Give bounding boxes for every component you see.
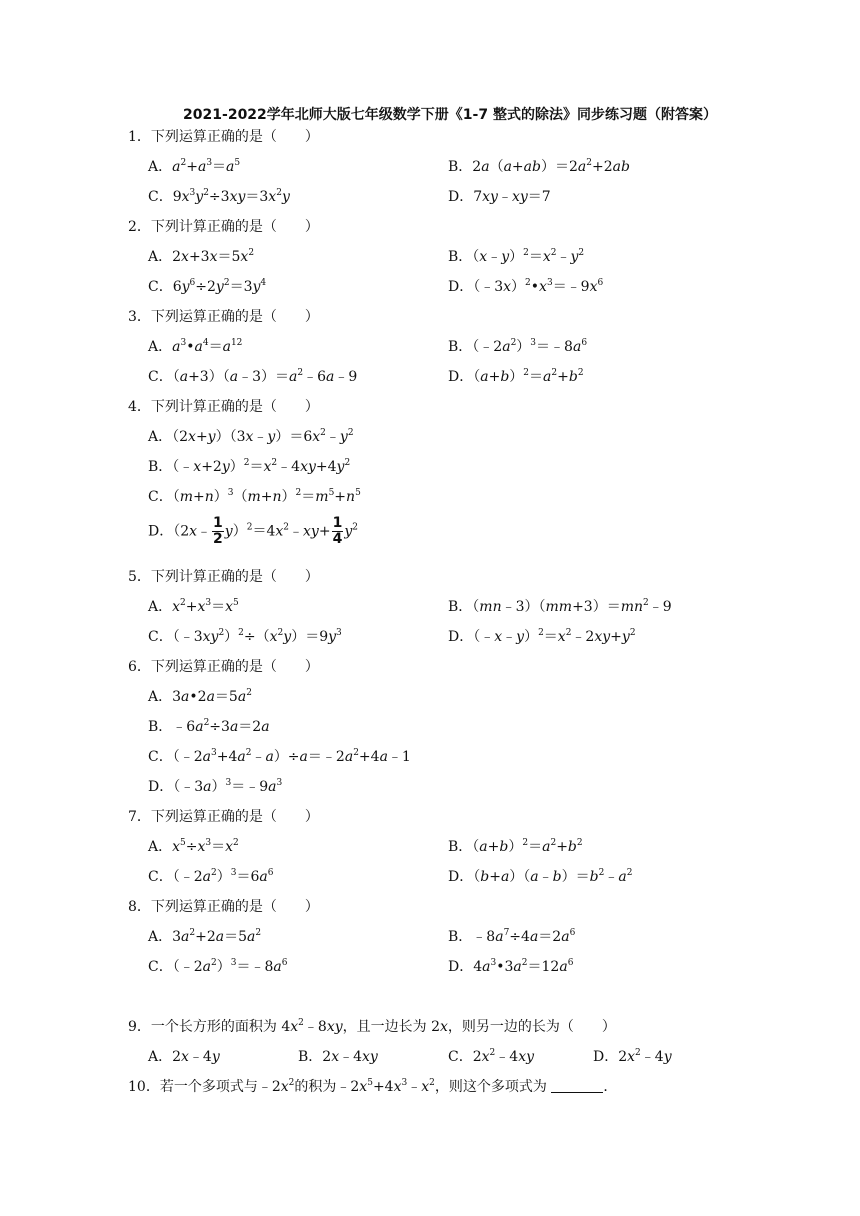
q9-option-d: D．$2x^2﹣4y$ <box>593 1048 672 1065</box>
page-title: 2021-2022学年北师大版七年级数学下册《1-7 整式的除法》同步练习题（附答案） <box>183 107 717 123</box>
q9-option-b: B．2x﹣4xy <box>298 1049 378 1065</box>
q8-option-d: D．$4a^3•3a^2=12a^6$ <box>448 958 574 975</box>
question-5-stem: 5．下列计算正确的是（ ） <box>128 569 319 585</box>
q8-option-b: B．$﹣8a^7\div 4a=2a^6$ <box>448 928 576 945</box>
q2-option-c: C．$6y^6\div 2y^2=3y^4$ <box>148 278 267 295</box>
question-8-stem: 8．下列运算正确的是（ ） <box>128 899 319 915</box>
q9-stem-part-b: ，且一边长为 2 <box>342 1019 440 1035</box>
question-4-stem: 4．下列计算正确的是（ ） <box>128 399 319 415</box>
q6-option-a: A．$3a•2a=5a^2$ <box>148 688 252 705</box>
q2-option-a: A．$2x+3x=5x^2$ <box>148 248 255 265</box>
q2-option-d: D．$(﹣3x)^2•x^3=﹣9x^6$ <box>448 278 604 295</box>
q7-option-a: A．$x^5\div x^3=x^2$ <box>148 838 239 855</box>
answer-blank[interactable] <box>551 1078 603 1093</box>
q1-option-d: D．7xy﹣xy＝7 <box>448 189 551 205</box>
q10-stem-part-b: 的积为﹣2 <box>294 1079 360 1095</box>
q5-option-b: B．$(mn﹣3)(mm+3)=mn^2﹣9$ <box>448 598 672 615</box>
q3-option-b: B．$(﹣2a^2)^3=﹣8a^6$ <box>448 338 588 355</box>
question-6-stem: 6．下列运算正确的是（ ） <box>128 659 319 675</box>
q8-option-a: A．$3a^2+2a=5a^2$ <box>148 928 262 945</box>
q3-option-c: C．$(a+3)(a﹣3)=a^2﹣6a﹣9$ <box>148 368 358 385</box>
q1-option-a: A．$a^2+a^3=a^5$ <box>148 158 241 175</box>
q7-option-d: D．$(b+a)(a﹣b)=b^2﹣a^2$ <box>448 868 633 885</box>
q9-option-a: A．2x﹣4y <box>148 1049 220 1065</box>
q1-option-c: C．$9x^3y^2\div 3xy=3x^2y$ <box>148 188 290 205</box>
fraction-one-half: $\frac{1}{2}$ <box>213 515 223 547</box>
q5-option-a: A．$x^2+x^3=x^5$ <box>148 598 239 615</box>
q3-option-d: D．$(a+b)^2=a^2+b^2$ <box>448 368 584 385</box>
q10-stem-part-c: ，则这个多项式为 <box>434 1079 547 1095</box>
question-2-stem: 2．下列计算正确的是（ ） <box>128 219 319 235</box>
question-7-stem: 7．下列运算正确的是（ ） <box>128 809 319 825</box>
q5-option-d: D．$(﹣x﹣y)^2=x^2﹣2xy+y^2$ <box>448 628 636 645</box>
q4-option-c: C．$(m+n)^3(m+n)^2=m^5+n^5$ <box>148 488 361 505</box>
question-10-stem: 10．若一个多项式与$﹣2x^2$的积为$﹣2x^5+4x^3﹣x^2$，则这个多项式为 ． <box>128 1078 618 1095</box>
q9-stem-part-c: ，则另一边的长为（ ） <box>447 1019 616 1035</box>
q3-option-a: A．$a^3•a^4=a^{12}$ <box>148 338 243 355</box>
question-3-stem: 3．下列运算正确的是（ ） <box>128 309 319 325</box>
q1-option-b: B．$2a(a+ab)=2a^2+2ab$ <box>448 158 630 175</box>
q8-option-c: C．$(﹣2a^2)^3=﹣8a^6$ <box>148 958 288 975</box>
question-9-stem: 9．一个长方形的面积为 $4x^2﹣8xy$，且一边长为 2x，则另一边的长为（ ） <box>128 1018 616 1035</box>
q6-option-b: B．$﹣6a^2\div 3a=2a$ <box>148 718 270 735</box>
q4-option-a: A．$(2x+y)(3x﹣y)=6x^2﹣y^2$ <box>148 428 354 445</box>
q7-option-c: C．$(﹣2a^2)^3=6a^6$ <box>148 868 274 885</box>
q9-option-c: C．$2x^2﹣4xy$ <box>448 1048 534 1065</box>
fraction-one-quarter: $\frac{1}{4}$ <box>332 515 343 547</box>
question-1-stem: 1．下列运算正确的是（ ） <box>128 129 319 145</box>
q9-stem-part-a: 9．一个长方形的面积为 4 <box>128 1019 291 1035</box>
q4-option-b: B．$(﹣x+2y)^2=x^2﹣4xy+4y^2$ <box>148 458 351 475</box>
q2-option-b: B．$(x﹣y)^2=x^2﹣y^2$ <box>448 248 585 265</box>
q5-option-c: C．$(﹣3xy^2)^2\div(x^2y)=9y^3$ <box>148 628 342 645</box>
q10-stem-part-a: 10．若一个多项式与﹣2 <box>128 1079 281 1095</box>
q7-option-b: B．$(a+b)^2=a^2+b^2$ <box>448 838 583 855</box>
q6-option-d: D．$(﹣3a)^3=﹣9a^3$ <box>148 778 283 795</box>
q4-option-d: D．（2x﹣ $\frac{1}{2}$ $y)^2=4x^2﹣xy+$ $\frac{1}{4}$ $y^2$ <box>148 515 358 547</box>
q6-option-c: C．$(﹣2a^3+4a^2﹣a)\div a=﹣2a^2+4a﹣1$ <box>148 748 411 765</box>
